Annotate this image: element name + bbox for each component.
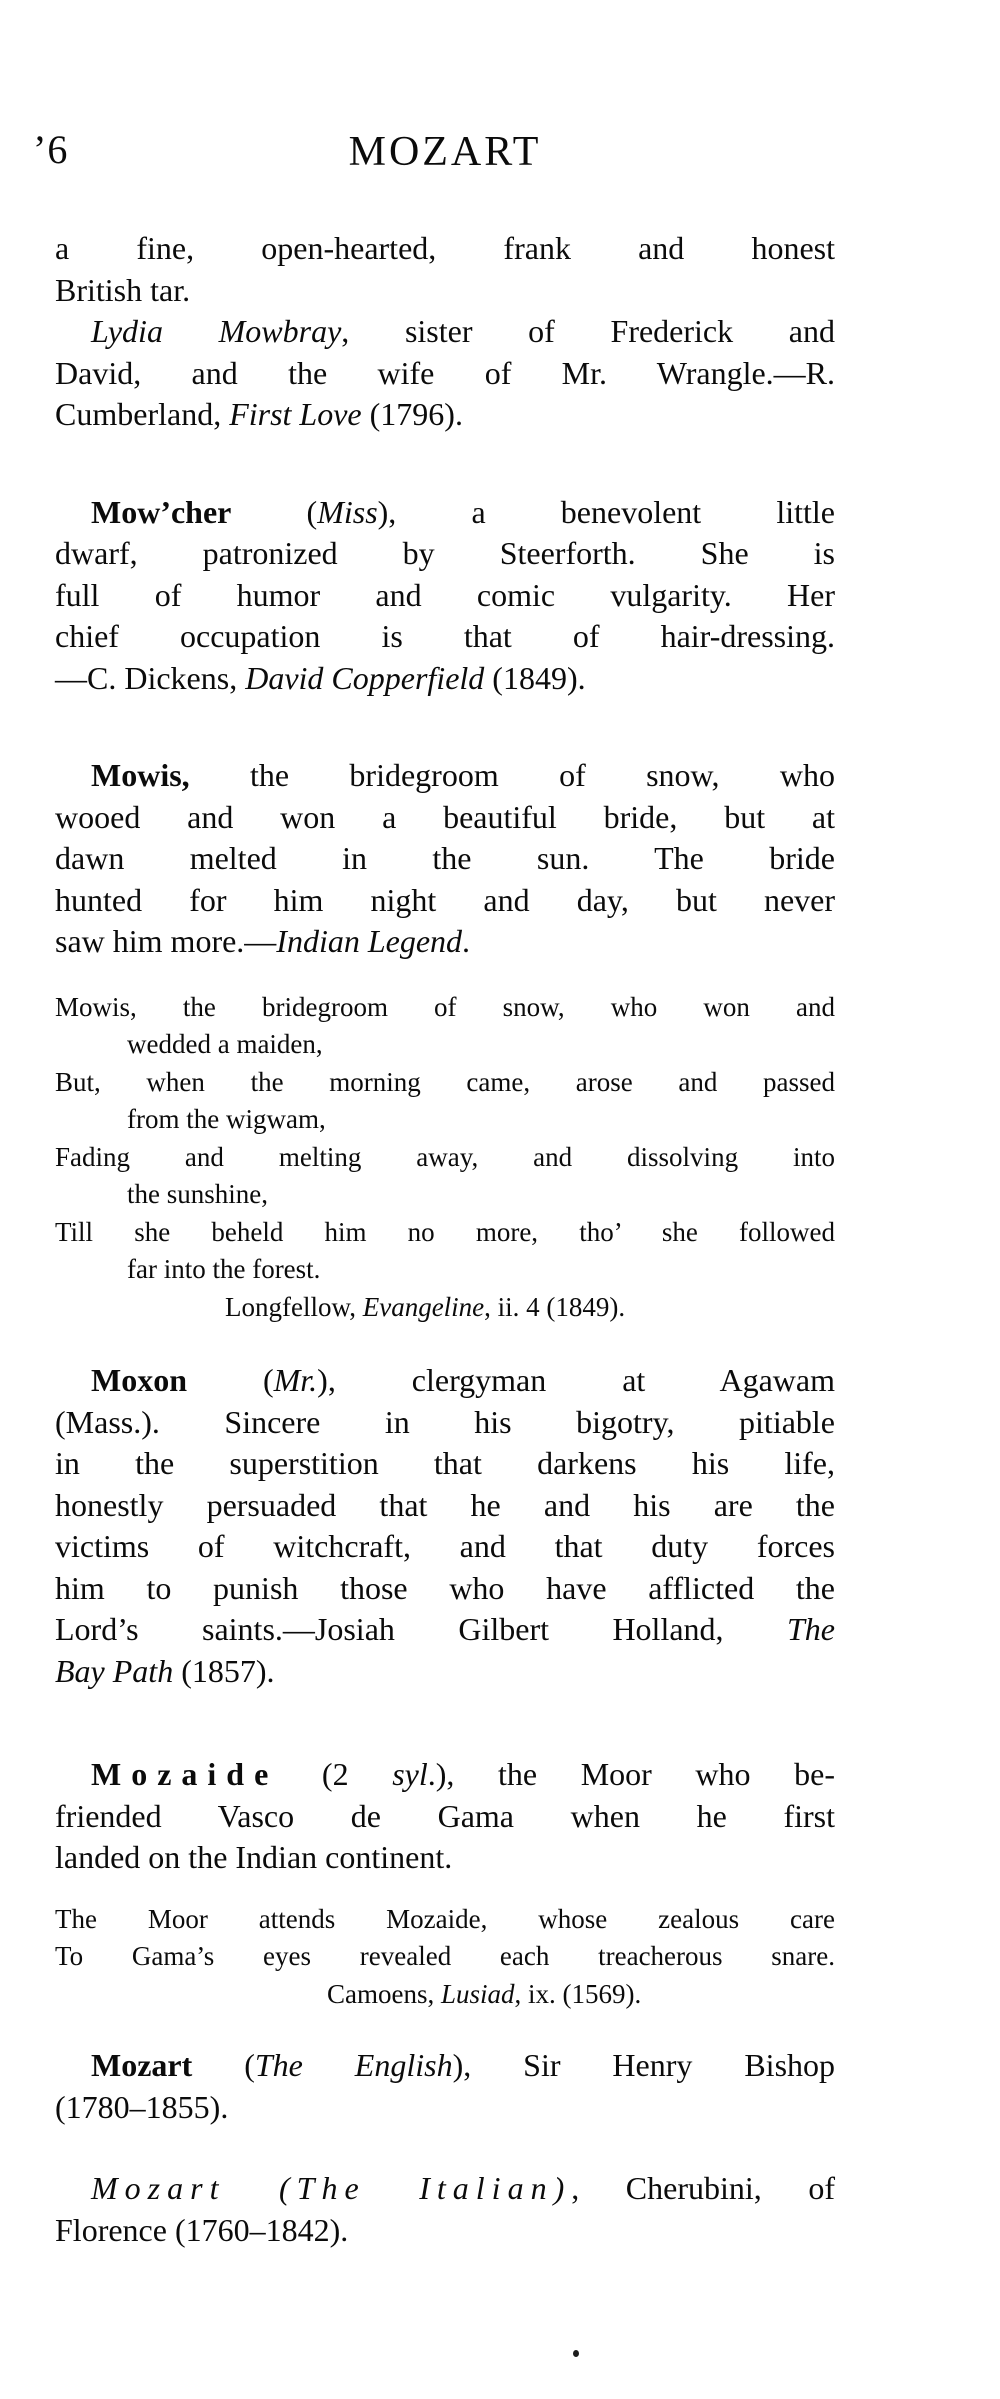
text-line: [55, 311, 835, 353]
entry-mozart-italian: [55, 2168, 835, 2251]
text-run: Mozart (The Italian): [91, 2170, 572, 2206]
text-line: [55, 270, 835, 312]
text-line: [55, 1176, 835, 1214]
text-line: [55, 353, 835, 395]
text-line: [55, 2168, 835, 2210]
text-run: .: [462, 923, 471, 959]
text-run: (1796).: [361, 396, 463, 432]
text-run: (Mass.). Sincere in his bigotry, pitiable: [55, 1403, 835, 1440]
text-line: [55, 921, 835, 963]
text-run: the bridegroom of snow, who: [189, 757, 835, 793]
text-line: [55, 1360, 835, 1402]
text-line: [55, 1443, 835, 1485]
text-run: Miss: [317, 493, 378, 530]
text-run: Florence (1760–1842).: [55, 2211, 349, 2248]
text-run: friended Vasco de Gama when he first: [55, 1797, 835, 1834]
text-run: Till she beheld him no more, tho’ she followed: [55, 1216, 835, 1247]
text-run: David Copperfield: [245, 659, 485, 696]
text-line: [55, 492, 835, 534]
text-line: [55, 1754, 835, 1796]
page-header-row: [33, 0, 835, 186]
entry-mowbray-continuation: [55, 228, 835, 436]
text-run: landed on the Indian continent.: [55, 1839, 453, 1875]
text-line: [55, 616, 835, 658]
text-run: Mowis,: [91, 757, 190, 793]
text-line: [55, 1837, 835, 1879]
entry-mowis: [55, 755, 835, 963]
text-line: [55, 1485, 835, 1527]
text-run: Lydia Mowbray: [91, 313, 342, 349]
text-run: wedded a maiden,: [127, 1029, 323, 1059]
text-run: , sister of Frederick and: [341, 313, 836, 349]
text-run: syl: [392, 1756, 428, 1792]
text-line: [55, 658, 835, 700]
text-run: full of humor and comic vulgarity. Her: [55, 576, 835, 613]
text-run: dwarf, patronized by Steerforth. She is: [55, 535, 835, 571]
text-run: —C. Dickens,: [55, 659, 246, 696]
text-run: Camoens,: [327, 1978, 441, 2009]
text-run: Lusiad: [441, 1978, 515, 2009]
text-run: hunted for him night and day, but never: [55, 881, 835, 918]
text-run: Moxon: [91, 1362, 187, 1398]
mowis-verse-quote: [55, 989, 835, 1327]
text-line: [55, 1214, 835, 1252]
text-run: chief occupation is that of hair-dressing.: [55, 618, 835, 654]
text-line: [55, 755, 835, 797]
text-run: The English: [254, 2047, 453, 2083]
text-line: [55, 533, 835, 575]
text-run: saw him more.—: [55, 923, 277, 959]
text-line: [55, 1938, 835, 1976]
text-run: in the superstition that darkens his life,: [55, 1445, 835, 1481]
text-run: Mozaide: [91, 1756, 279, 1792]
entry-moxon: [55, 1360, 835, 1692]
entry-mowcher: [55, 492, 835, 700]
text-run: Indian Legend: [276, 923, 463, 959]
entry-mozart-english: [55, 2045, 835, 2128]
text-line: [55, 575, 835, 617]
text-run: First Love: [229, 396, 362, 432]
text-run: Fading and melting away, and dissolving into: [55, 1141, 835, 1172]
page-number: ’6: [33, 127, 69, 172]
text-run: far into the forest.: [127, 1254, 321, 1284]
text-run: The Moor attends Mozaide, whose zealous care: [55, 1903, 835, 1934]
text-line: [55, 1651, 835, 1693]
text-line: [55, 989, 835, 1027]
text-line: [55, 2087, 835, 2129]
text-run: But, when the morning came, arose and passed: [55, 1066, 835, 1097]
mozaide-verse-quote: [55, 1901, 835, 2014]
text-run: British tar.: [55, 271, 191, 308]
text-run: Cumberland,: [55, 396, 230, 432]
text-run: (1780–1855).: [55, 2088, 229, 2125]
text-column: [55, 228, 835, 2251]
text-run: ), clergyman at Agawam: [317, 1362, 835, 1398]
text-run: Mr.: [273, 1362, 318, 1398]
text-line: [55, 1101, 835, 1139]
text-run: , ii. 4 (1849).: [484, 1291, 626, 1322]
text-line: [55, 1251, 835, 1289]
text-run: Lord’s saints.—Josiah Gilbert Holland,: [55, 1611, 787, 1647]
text-line: [55, 838, 835, 880]
text-run: (: [187, 1362, 274, 1398]
text-run: (1849).: [484, 659, 586, 696]
text-run: Bay Path: [55, 1652, 174, 1689]
text-line: [55, 1289, 835, 1327]
text-line: [55, 797, 835, 839]
text-run: victims of witchcraft, and that duty forces: [55, 1528, 835, 1564]
text-run: The: [787, 1611, 835, 1647]
text-run: dawn melted in the sun. The bride: [55, 840, 835, 876]
text-line: [55, 1526, 835, 1568]
text-run: (: [192, 2047, 255, 2083]
text-run: a fine, open-hearted, frank and honest: [55, 230, 835, 266]
entry-mozaide: [55, 1754, 835, 1879]
text-line: [55, 1568, 835, 1610]
text-run: Evangeline: [362, 1291, 485, 1322]
text-line: [55, 1139, 835, 1177]
text-run: ), a benevolent little: [377, 493, 836, 530]
text-line: [55, 228, 835, 270]
text-run: .), the Moor who be-: [427, 1756, 836, 1792]
text-run: Mow’cher: [91, 493, 232, 530]
ink-dot-artifact: [573, 2350, 579, 2357]
text-run: Longfellow,: [225, 1291, 363, 1322]
text-run: Mozart: [91, 2047, 193, 2083]
text-line: [55, 1901, 835, 1939]
text-line: [55, 394, 835, 436]
text-line: [55, 1026, 835, 1064]
text-run: (1857).: [173, 1652, 275, 1689]
text-run: , ix. (1569).: [514, 1978, 642, 2009]
text-run: him to punish those who have afflicted the: [55, 1569, 835, 1606]
text-run: , Cherubini, of: [571, 2170, 836, 2206]
text-run: from the wigwam,: [127, 1104, 326, 1134]
text-run: wooed and won a beautiful bride, but at: [55, 798, 835, 835]
text-run: (: [231, 493, 318, 530]
text-line: [55, 1976, 835, 2014]
text-run: ), Sir Henry Bishop: [452, 2047, 836, 2083]
text-run: the sunshine,: [127, 1179, 268, 1209]
text-line: [55, 1796, 835, 1838]
text-line: [55, 1064, 835, 1102]
text-run: Mowis, the bridegroom of snow, who won and: [55, 991, 835, 1022]
text-run: To Gama’s eyes revealed each treacherous snare.: [55, 1941, 835, 1971]
running-header: MOZART: [348, 129, 542, 175]
text-line: [55, 1609, 835, 1651]
text-line: [55, 2045, 835, 2087]
text-run: David, and the wife of Mr. Wrangle.—R.: [55, 354, 835, 391]
text-run: honestly persuaded that he and his are the: [55, 1486, 835, 1523]
text-run: (2: [278, 1756, 393, 1792]
text-line: [55, 1402, 835, 1444]
text-line: [55, 880, 835, 922]
text-line: [55, 2210, 835, 2252]
